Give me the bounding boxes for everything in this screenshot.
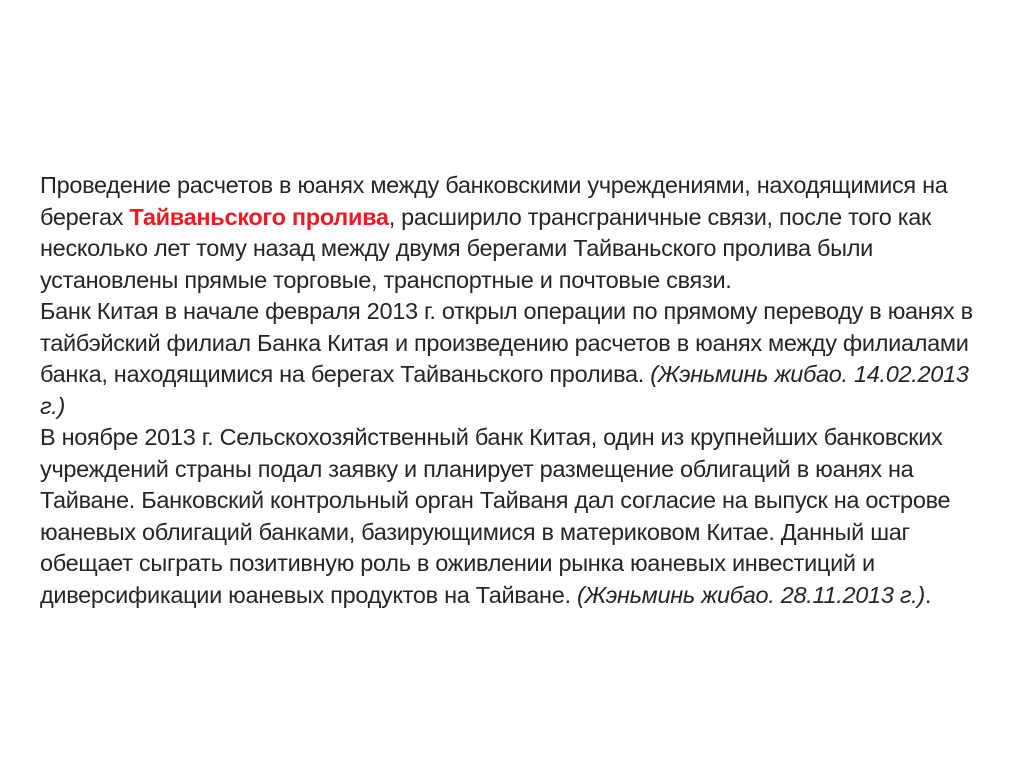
paragraph-2 — [40, 296, 998, 422]
text-run-italic: (Жэньминь жибао. 14.02.2013 г.) — [40, 361, 969, 419]
text-run-normal: Банк Китая в начале февраля 2013 г. открыл операции по прямому переводу в юанях в тайбэйский филиал Банка Китая и произведению расчетов в юанях между филиалами банка, находящимися на берегах Тайваньского пролива. — [40, 298, 973, 387]
text-run-normal: . — [924, 581, 932, 608]
text-run-bold-red: Тайваньского пролива — [129, 203, 389, 230]
text-block — [40, 170, 998, 611]
text-run-normal: , расширило трансграничные связи, после того как несколько лет тому назад между двумя берегами Тайваньского пролива были установлены прямые торговые, транспортные и почтовые связи. — [40, 203, 932, 293]
paragraph-3 — [40, 422, 998, 611]
text-run-italic: (Жэньминь жибао. 28.11.2013 г.) — [576, 581, 925, 608]
text-run-normal: Проведение расчетов в юанях между банковскими учреждениями, находящимися на берегах — [40, 172, 948, 230]
text-run-normal: В ноябре 2013 г. Сельскохозяйственный банк Китая, один из крупнейших банковских учреждений страны подал заявку и планирует размещение облигаций в юанях на Тайване. Банковский контрольный орган Тайваня дал согласие на выпуск на острове юаневых облигаций банками, базирующимися в материковом Китае. Данный шаг обещает сыграть позитивную роль в оживлении рынка юаневых инвестиций и диверсификации юаневых продуктов на Тайване. — [40, 424, 951, 608]
paragraph-1 — [40, 170, 998, 296]
